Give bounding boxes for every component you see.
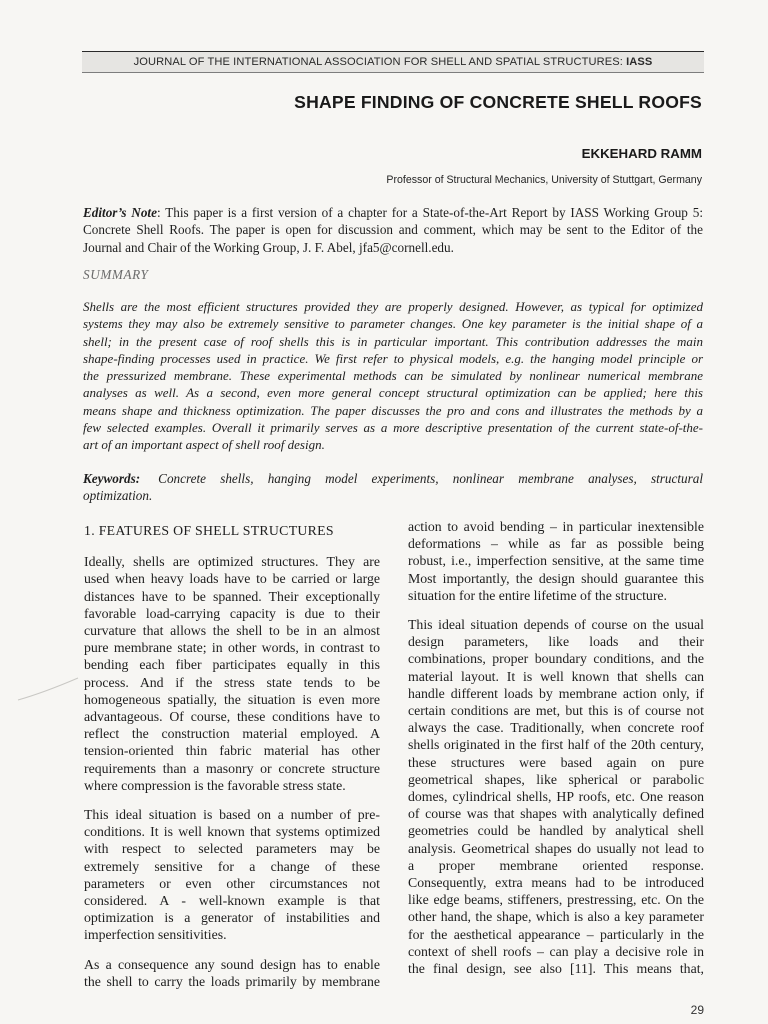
- body-line: advantageous. Of course, these conditions have to: [84, 709, 380, 725]
- scan-artifact-mark: [16, 670, 80, 710]
- body-line: material layout. It is well known that shells can: [408, 668, 704, 684]
- paper-title: SHAPE FINDING OF CONCRETE SHELL ROOFS: [294, 92, 702, 112]
- keywords-label: Keywords:: [83, 471, 141, 486]
- body-line: these structures were based again on pure: [408, 754, 704, 770]
- summary-line: few selected examples. Overall it primarily serves as a more descriptive presentation of the current state-of-the-: [83, 420, 703, 436]
- body-line: with respect to selected parameters may be: [84, 841, 380, 857]
- summary-line: art of an important aspect of shell roof design.: [83, 437, 325, 453]
- body-line: situation for the entire lifetime of the structure.: [408, 587, 667, 603]
- body-line: analysis. Geometrical shapes do usually not lead to: [408, 840, 704, 856]
- body-paragraph: [408, 616, 704, 977]
- body-line: homogeneous spatially, the situation is even more: [84, 691, 380, 707]
- keywords: [83, 470, 703, 505]
- body-line: imperfection sensitivities.: [84, 927, 227, 943]
- summary-heading: SUMMARY: [83, 267, 149, 282]
- editors-note-label: Editor’s Note: [83, 205, 157, 220]
- body-line: As a consequence any sound design has to enable: [84, 956, 380, 972]
- body-line: the shell to carry the loads primarily by membrane: [84, 973, 380, 989]
- journal-header: [82, 51, 704, 73]
- body-line: for the aesthetical appearance – particularly in the: [408, 926, 704, 942]
- body-line: design parameters, like loads and their: [408, 634, 704, 650]
- summary-line: means shape and thickness optimization. The paper discusses the pro and cons and illustrates the methods by a: [83, 402, 703, 418]
- body-line: This ideal situation is based on a number of pre-: [84, 807, 380, 823]
- body-line: the final design, see also [11]. This means that,: [408, 961, 704, 977]
- journal-header-text: JOURNAL OF THE INTERNATIONAL ASSOCIATION FOR SHELL AND SPATIAL STRUCTURES: IASS: [133, 56, 653, 68]
- summary-line: analyses as well. As a second, even more general concept structural optimization can be applied; here this: [83, 385, 703, 401]
- body-line: This ideal situation depends of course on the usual: [408, 617, 704, 633]
- body-line: Ideally, shells are optimized structures. They are: [84, 554, 380, 570]
- body-line: other hand, the shape, which is also a key parameter: [408, 909, 704, 925]
- body-line: process. And if the stress state tends to be: [84, 674, 380, 690]
- summary-line: the pressurized membrane. These experimental methods can be simulated by nonlinear numerical membrane: [83, 368, 703, 384]
- body-line: always the case. Traditionally, when concrete roof: [408, 720, 704, 736]
- page-number: 29: [690, 1003, 704, 1017]
- body-paragraph: [84, 806, 380, 944]
- keywords-line: optimization.: [83, 488, 153, 504]
- body-line: distances have to be spanned. Their exceptionally: [84, 588, 380, 604]
- author-name: EKKEHARD RAMM: [581, 146, 702, 161]
- body-line: Most importantly, the design should guarantee this: [408, 570, 704, 586]
- author-affiliation: Professor of Structural Mechanics, University of Stuttgart, Germany: [386, 174, 702, 186]
- summary-text: [83, 298, 703, 454]
- body-line: geometries could be handled by analytical shell: [408, 823, 704, 839]
- body-line: pure membrane state; in other words, in contrast to: [84, 640, 380, 656]
- body-column-right: [408, 518, 704, 989]
- body-paragraph: [408, 518, 704, 604]
- summary-line: shape-finding processes used in practice. We first refer to physical models, e.g. the hanging model principle or: [83, 350, 703, 366]
- body-column-left: [84, 522, 380, 1002]
- editors-note-line: Editor’s Note: This paper is a first version of a chapter for a State-of-the-Art Report by IASS Working Group 5:: [83, 205, 703, 220]
- body-line: curvature that allows the shell to be in an almost: [84, 623, 380, 639]
- body-line: a proper membrane oriented response.: [408, 857, 704, 873]
- body-line: deformations – while as far as possible being: [408, 536, 704, 552]
- body-line: shells originated in the first half of the 20th century,: [408, 737, 704, 753]
- body-line: like edge beams, stiffeners, prestressing, etc. On the: [408, 892, 704, 908]
- body-line: where compression is the favorable stress state.: [84, 777, 346, 793]
- body-line: reflect the construction material employed. A: [84, 726, 380, 742]
- body-line: used when heavy loads have to be carried or large: [84, 571, 380, 587]
- summary-line: shell; in the present case of roof shells this is in particular important. This contribution addresses the main: [83, 333, 703, 349]
- body-line: handle different loads by membrane action only, if: [408, 685, 704, 701]
- editors-note: [83, 204, 703, 256]
- body-line: tension-oriented thin fabric material has other: [84, 743, 380, 759]
- editors-note-line: Concrete Shell Roofs. The paper is open for discussion and comment, which may be sent to the Editor of the: [83, 222, 703, 238]
- body-line: parameters or even other circumstances not: [84, 875, 380, 891]
- summary-line: Shells are the most efficient structures provided they are properly designed. However, as typical for optimized: [83, 299, 703, 314]
- body-line: bending each fiber participates equally in this: [84, 657, 380, 673]
- summary-line: systems they may also be extremely sensitive to parameter changes. One key parameter is the initial shape of a: [83, 316, 703, 332]
- body-line: of course was that shapes with analytically defined: [408, 806, 704, 822]
- body-line: combinations, proper boundary conditions, and the: [408, 651, 704, 667]
- body-paragraph: [84, 553, 380, 794]
- body-paragraph: [84, 956, 380, 990]
- body-line: certain conditions are met, but this is of course not: [408, 703, 704, 719]
- body-line: considered. A - well-known example is that: [84, 893, 380, 909]
- journal-abbrev: IASS: [626, 56, 653, 68]
- body-line: action to avoid bending – in particular inextensible: [408, 519, 704, 534]
- body-line: extremely sensitive for a change of these: [84, 858, 380, 874]
- section-heading: 1. FEATURES OF SHELL STRUCTURES: [84, 523, 334, 538]
- body-line: robust, i.e., imperfection sensitive, at the same time: [408, 553, 704, 569]
- body-line: conditions. It is well known that systems optimized: [84, 824, 380, 840]
- editors-note-line: Journal and Chair of the Working Group, J. F. Abel, jfa5@cornell.edu.: [83, 239, 454, 255]
- keywords-list: Concrete shells, hanging model experiments, nonlinear membrane analyses, structural: [158, 471, 703, 486]
- body-line: domes, cylindrical shells, HP roofs, etc. One reason: [408, 789, 704, 805]
- body-line: geometrical shapes, like spherical or parabolic: [408, 771, 704, 787]
- keywords-line: [83, 470, 703, 487]
- body-line: requirements than a masonry or concrete structure: [84, 760, 380, 776]
- body-line: Consequently, extra means had to be introduced: [408, 875, 704, 891]
- body-line: optimization is a generator of instabilities and: [84, 910, 380, 926]
- body-line: favorable load-carrying capacity is due to their: [84, 605, 380, 621]
- body-line: context of shell roofs – can play a decisive role in: [408, 943, 704, 959]
